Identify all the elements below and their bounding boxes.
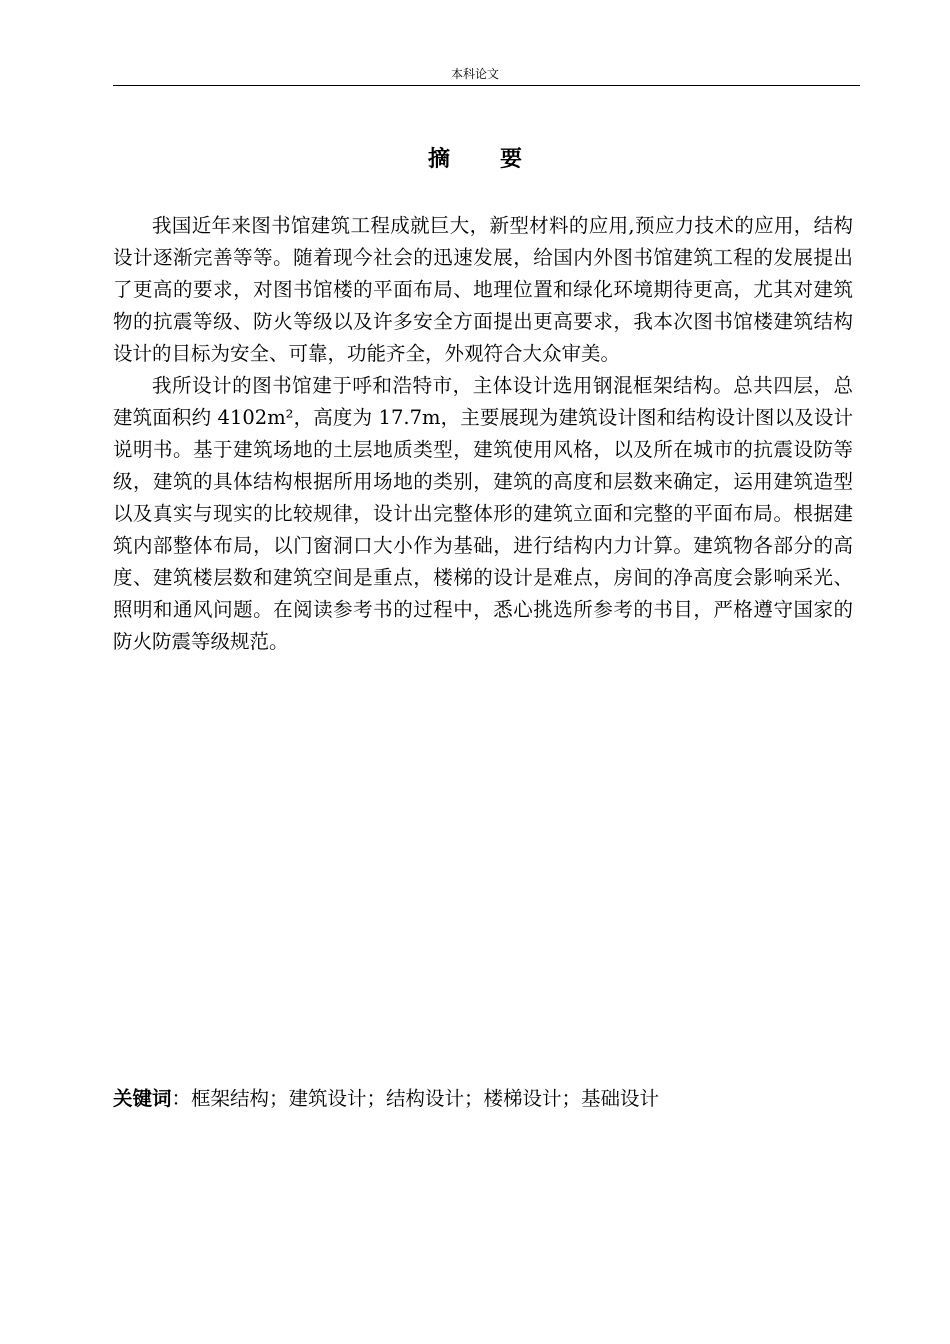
- page-title: [0, 145, 950, 175]
- keywords-separator: ：: [171, 1087, 192, 1110]
- title-char-1: 摘: [427, 147, 450, 172]
- abstract-paragraph-2: 我所设计的图书馆建于呼和浩特市，主体设计选用钢混框架结构。总共四层，总建筑面积约 4102m²，高度为 17.7m，主要展现为建筑设计图和结构设计图以及设计说明书。基于建筑场地的土层地质类型，建筑使用风格，以及所在城市的抗震设防等级，建筑的具体结构根据所用场地的类别，建筑的高度和层数来确定，运用建筑造型以及真实与现实的比较规律，设计出完整体形的建筑立面和完整的平面布局。根据建筑内部整体布局，以门窗洞口大小作为基础，进行结构内力计算。建筑物各部分的高度、建筑楼层数和建筑空间是重点，楼梯的设计是难点，房间的净高度会影响采光、照明和通风问题。在阅读参考书的过程中，悉心挑选所参考的书目，严格遵守国家的防火防震等级规范。: [113, 374, 853, 653]
- keywords-label: 关键词: [113, 1087, 172, 1110]
- keywords-value: 框架结构；建筑设计；结构设计；楼梯设计；基础设计: [191, 1087, 660, 1110]
- title-char-2: 要: [500, 147, 523, 172]
- keywords-line: [113, 1084, 659, 1114]
- abstract-paragraph-1: 我国近年来图书馆建筑工程成就巨大，新型材料的应用,预应力技术的应用，结构设计逐渐完善等等。随着现今社会的迅速发展，给国内外图书馆建筑工程的发展提出了更高的要求，对图书馆楼的平面布局、地理位置和绿化环境期待更高，尤其对建筑物的抗震等级、防火等级以及许多安全方面提出更高要求，我本次图书馆楼建筑结构设计的目标为安全、可靠，功能齐全，外观符合大众审美。: [113, 214, 853, 365]
- header-rule: [113, 85, 860, 86]
- abstract-body: [113, 210, 853, 658]
- running-header: 本科论文: [450, 67, 499, 81]
